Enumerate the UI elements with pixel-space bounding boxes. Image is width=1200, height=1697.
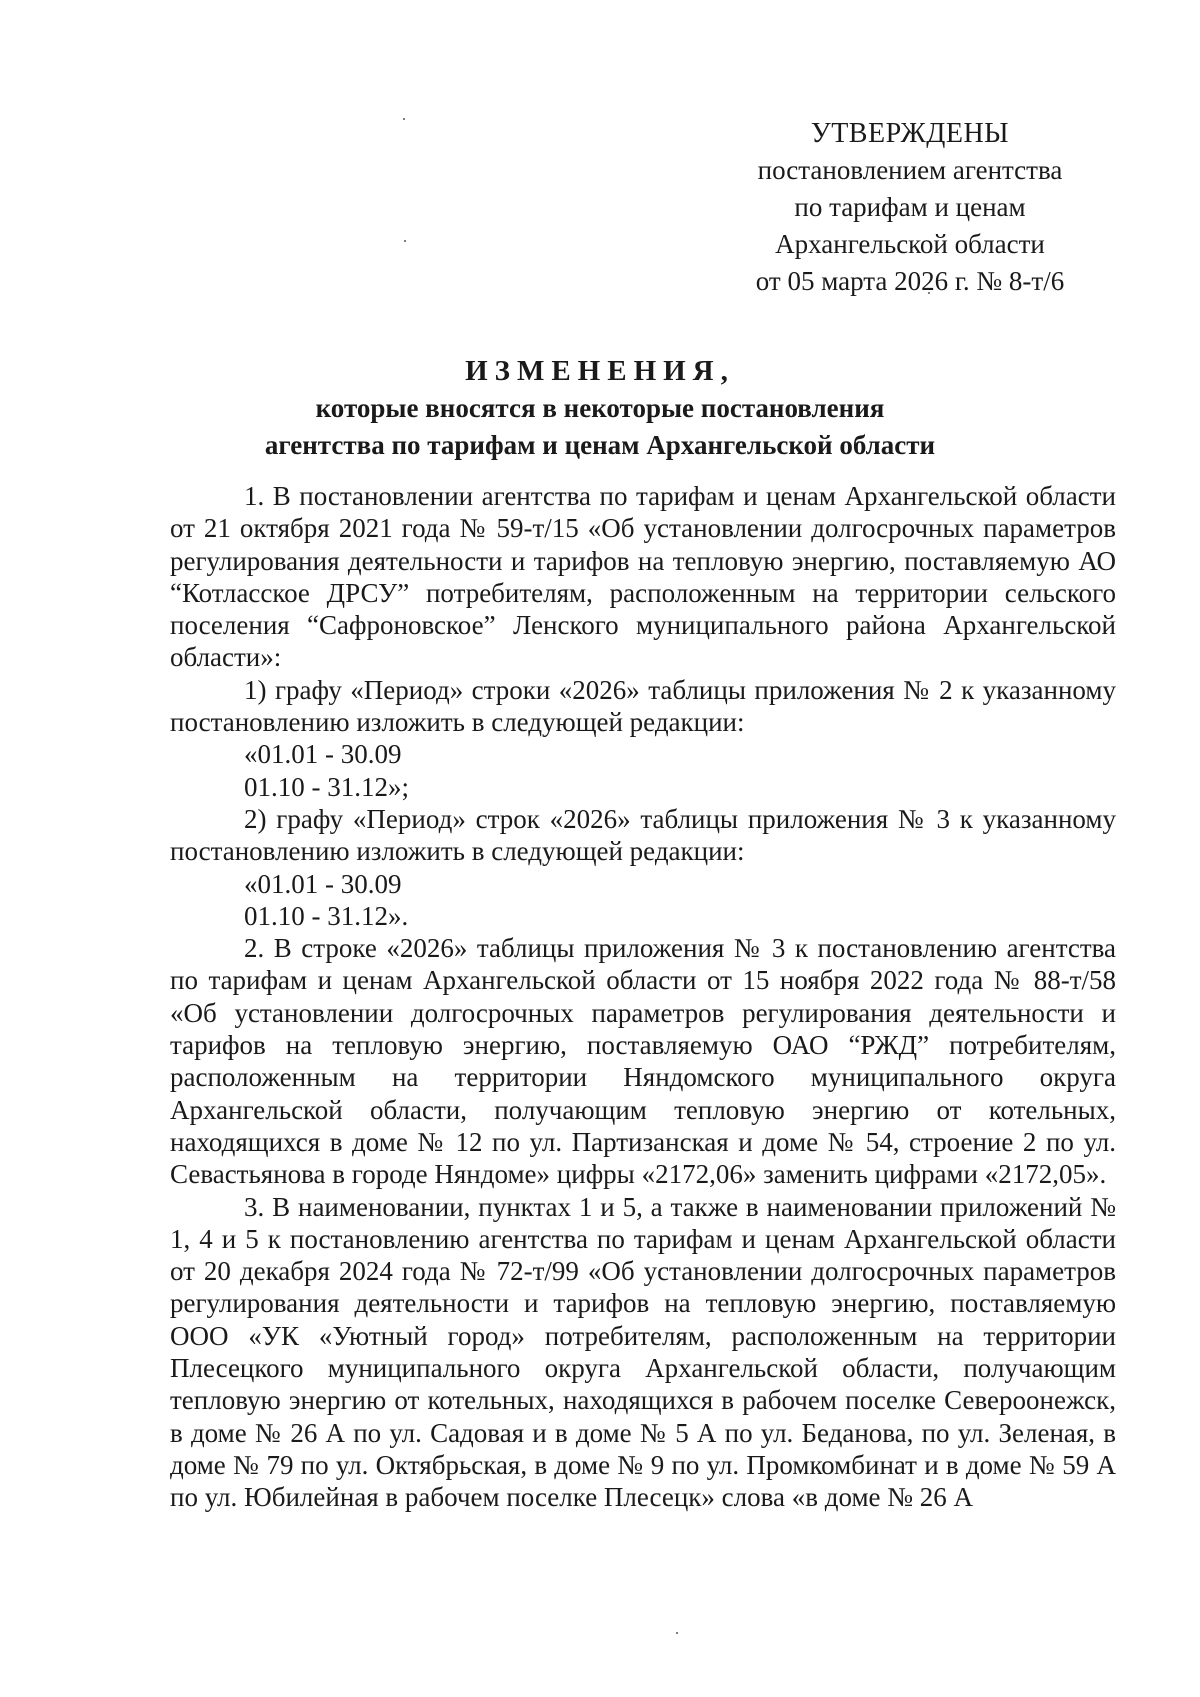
period-line: 01.10 - 31.12». (244, 900, 409, 931)
scan-speck (403, 118, 405, 120)
paragraph-subitem-1: 1) графу «Период» строки «2026» таблицы приложения № 2 к указанному постановлению изложить в следующей редакции: (170, 674, 1116, 738)
period-line: «01.01 - 30.09 (244, 739, 402, 770)
paragraph-item-2: 2. В строке «2026» таблицы приложения № 3 к постановлению агентства по тарифам и ценам Архангельской области от 15 ноября 2022 года № 88-т/58 «Об установлении долгосрочных параметров регулирования деятельности и тарифов на тепловую энергию, поставляемую ОАО “РЖД” потребителям, расположенным на территории Няндомского муниципального округа Архангельской области, получающим тепловую энергию от котельных, находящихся в доме № 12 по ул. Партизанская и доме № 54, строение 2 по ул. Севастьянова в городе Няндоме» цифры «2172,06» заменить цифрами «2172,05». (170, 933, 1116, 1190)
document-subtitle-line: агентства по тарифам и ценам Архангельской области (264, 430, 936, 460)
approval-block (700, 115, 1120, 300)
paragraph-subitem-2: 2) графу «Период» строк «2026» таблицы приложения № 3 к указанному постановлению изложить в следующей редакции: (170, 803, 1116, 867)
approval-date-number: от 05 марта 2026 г. № 8-т/6 (755, 266, 1065, 296)
scan-speck (676, 1632, 678, 1634)
period-line: 01.10 - 31.12»; (244, 771, 409, 802)
period-line: «01.01 - 30.09 (244, 868, 402, 899)
paragraph-item-3: 3. В наименовании, пунктах 1 и 5, а также в наименовании приложений № 1, 4 и 5 к постановлению агентства по тарифам и ценам Архангельской области от 20 декабря 2024 года № 72-т/99 «Об установлении долгосрочных параметров регулирования деятельности и тарифов на тепловую энергию, поставляемую ООО «УК «Уютный город» потребителям, расположенным на территории Плесецкого муниципального округа Архангельской области, получающим тепловую энергию от котельных, находящихся в рабочем поселке Североонежск, в доме № 26 А по ул. Садовая и в доме № 5 А по ул. Беданова, по ул. Зеленая, в доме № 79 по ул. Октябрьская, в доме № 9 по ул. Промкомбинат и в доме № 59 А по ул. Юбилейная в рабочем поселке Плесецк» слова «в доме № 26 А (170, 1191, 1116, 1513)
paragraph-item-1: 1. В постановлении агентства по тарифам и ценам Архангельской области от 21 октября 2021 года № 59-т/15 «Об установлении долгосрочных параметров регулирования деятельности и тарифов на тепловую энергию, поставляемую АО “Котласское ДРСУ” потребителям, расположенным на территории сельского поселения “Сафроновское” Ленского муниципального района Архангельской области»: (170, 481, 1116, 673)
approval-line: Архангельской области (775, 229, 1045, 259)
approval-line: по тарифам и ценам (794, 192, 1026, 222)
document-title: ИЗМЕНЕНИЯ, (465, 355, 735, 387)
document-body (170, 480, 1116, 1514)
scan-speck (404, 240, 406, 242)
document-subtitle-line: которые вносятся в некоторые постановления (315, 393, 885, 423)
approval-title: УТВЕРЖДЕНЫ (810, 118, 1010, 149)
approval-line: постановлением агентства (757, 155, 1063, 185)
document-heading (200, 352, 1000, 464)
